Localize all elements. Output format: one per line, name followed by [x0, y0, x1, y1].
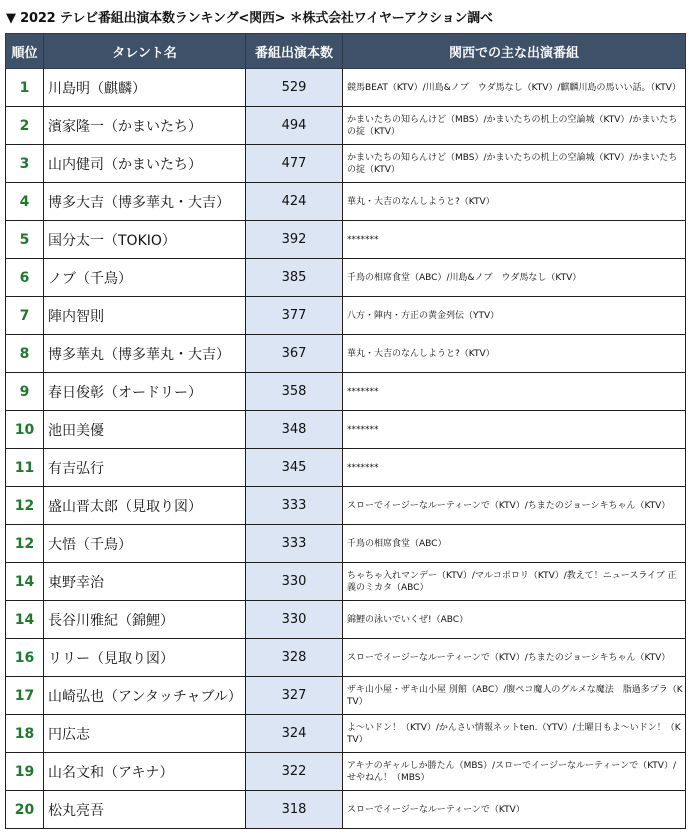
talent-name-cell: 池田美優: [44, 411, 246, 449]
rank-cell: 9: [6, 373, 44, 411]
table-row: [6, 145, 686, 183]
appearance-count-cell: 367: [246, 335, 343, 373]
talent-name-cell: 博多華丸（博多華丸・大吉）: [44, 335, 246, 373]
table-row: [6, 107, 686, 145]
table-row: [6, 715, 686, 753]
rank-cell: 12: [6, 525, 44, 563]
main-shows-cell: *******: [343, 221, 686, 259]
appearance-count-cell: 529: [246, 69, 343, 107]
rank-cell: 8: [6, 335, 44, 373]
appearance-count-cell: 324: [246, 715, 343, 753]
appearance-count-cell: 358: [246, 373, 343, 411]
appearance-count-cell: 330: [246, 601, 343, 639]
rank-cell: 14: [6, 601, 44, 639]
rank-cell: 11: [6, 449, 44, 487]
appearance-count-cell: 494: [246, 107, 343, 145]
talent-name-cell: 東野幸治: [44, 563, 246, 601]
appearance-count-cell: 385: [246, 259, 343, 297]
talent-name-cell: 山崎弘也（アンタッチャブル）: [44, 677, 246, 715]
main-shows-cell: *******: [343, 449, 686, 487]
appearance-count-cell: 477: [246, 145, 343, 183]
main-shows-cell: スローでイージーなルーティーンで（KTV）/ちまたのジョーシキちゃん（KTV）: [343, 487, 686, 525]
talent-name-cell: 松丸亮吾: [44, 791, 246, 829]
column-header-count: 番組出演本数: [246, 34, 343, 69]
talent-name-cell: ノブ（千鳥）: [44, 259, 246, 297]
table-row: [6, 563, 686, 601]
table-row: [6, 639, 686, 677]
main-shows-cell: 華丸・大吉のなんしようと?（KTV）: [343, 335, 686, 373]
table-row: [6, 601, 686, 639]
talent-name-cell: 川島明（麒麟）: [44, 69, 246, 107]
rank-cell: 7: [6, 297, 44, 335]
table-row: [6, 373, 686, 411]
table-body: [6, 69, 686, 829]
main-shows-cell: スローでイージーなルーティーンで（KTV）/ちまたのジョーシキちゃん（KTV）: [343, 639, 686, 677]
talent-name-cell: 濱家隆一（かまいたち）: [44, 107, 246, 145]
rank-cell: 12: [6, 487, 44, 525]
rank-cell: 14: [6, 563, 44, 601]
table-row: [6, 487, 686, 525]
rank-cell: 1: [6, 69, 44, 107]
appearance-count-cell: 333: [246, 487, 343, 525]
rank-cell: 17: [6, 677, 44, 715]
appearance-count-cell: 424: [246, 183, 343, 221]
column-header-talent: タレント名: [44, 34, 246, 69]
rank-cell: 5: [6, 221, 44, 259]
rank-cell: 18: [6, 715, 44, 753]
main-shows-cell: 千鳥の相席食堂（ABC）: [343, 525, 686, 563]
table-header-row: [6, 34, 686, 69]
appearance-count-cell: 392: [246, 221, 343, 259]
talent-name-cell: 有吉弘行: [44, 449, 246, 487]
table-row: [6, 677, 686, 715]
rank-cell: 19: [6, 753, 44, 791]
rank-cell: 2: [6, 107, 44, 145]
appearance-count-cell: 322: [246, 753, 343, 791]
table-row: [6, 221, 686, 259]
ranking-table: [5, 33, 686, 829]
main-shows-cell: 錦鯉の泳いでいくぜ!（ABC）: [343, 601, 686, 639]
appearance-count-cell: 377: [246, 297, 343, 335]
talent-name-cell: 春日俊彰（オードリー）: [44, 373, 246, 411]
appearance-count-cell: 327: [246, 677, 343, 715]
main-shows-cell: スローでイージーなルーティーンで（KTV）: [343, 791, 686, 829]
talent-name-cell: リリー（見取り図）: [44, 639, 246, 677]
main-shows-cell: 八方・陣内・方正の黄金列伝（YTV）: [343, 297, 686, 335]
rank-cell: 3: [6, 145, 44, 183]
appearance-count-cell: 348: [246, 411, 343, 449]
page-title: ▼ 2022 テレビ番組出演本数ランキング<関西> ＊株式会社ワイヤーアクション調べ: [6, 11, 493, 26]
table-row: [6, 259, 686, 297]
talent-name-cell: 円広志: [44, 715, 246, 753]
table-row: [6, 791, 686, 829]
main-shows-cell: 華丸・大吉のなんしようと?（KTV）: [343, 183, 686, 221]
table-row: [6, 335, 686, 373]
appearance-count-cell: 330: [246, 563, 343, 601]
main-shows-cell: かまいたちの知らんけど（MBS）/かまいたちの机上の空論城（KTV）/かまいたちの掟（KTV）: [343, 107, 686, 145]
talent-name-cell: 山内健司（かまいたち）: [44, 145, 246, 183]
talent-name-cell: 大悟（千鳥）: [44, 525, 246, 563]
talent-name-cell: 国分太一（TOKIO）: [44, 221, 246, 259]
rank-cell: 4: [6, 183, 44, 221]
rank-cell: 6: [6, 259, 44, 297]
rank-cell: 20: [6, 791, 44, 829]
main-shows-cell: 千鳥の相席食堂（ABC）/川島&ノブ ウダ馬なし（KTV）: [343, 259, 686, 297]
talent-name-cell: 博多大吉（博多華丸・大吉）: [44, 183, 246, 221]
column-header-shows: 関西での主な出演番組: [343, 34, 686, 69]
table-row: [6, 183, 686, 221]
main-shows-cell: ちゃちゃ入れマンデー（KTV）/マルコポロリ（KTV）/教えて！ニュースライブ 正義のミカタ（ABC）: [343, 563, 686, 601]
table-row: [6, 411, 686, 449]
appearance-count-cell: 328: [246, 639, 343, 677]
rank-cell: 16: [6, 639, 44, 677]
appearance-count-cell: 345: [246, 449, 343, 487]
talent-name-cell: 陣内智則: [44, 297, 246, 335]
appearance-count-cell: 333: [246, 525, 343, 563]
table-row: [6, 297, 686, 335]
appearance-count-cell: 318: [246, 791, 343, 829]
main-shows-cell: かまいたちの知らんけど（MBS）/かまいたちの机上の空論城（KTV）/かまいたちの掟（KTV）: [343, 145, 686, 183]
main-shows-cell: *******: [343, 373, 686, 411]
talent-name-cell: 長谷川雅紀（錦鯉）: [44, 601, 246, 639]
main-shows-cell: アキナのギャルしか勝たん（MBS）/スローでイージーなルーティーンで（KTV）/せやねん！（MBS）: [343, 753, 686, 791]
talent-name-cell: 盛山晋太郎（見取り図）: [44, 487, 246, 525]
main-shows-cell: 競馬BEAT（KTV）/川島&ノブ ウダ馬なし（KTV）/麒麟川島の馬いい話。（KTV）: [343, 69, 686, 107]
table-row: [6, 449, 686, 487]
main-shows-cell: よ～いドン！（KTV）/かんさい情報ネットten.（YTV）/土曜日もよ～いドン！（KTV）: [343, 715, 686, 753]
talent-name-cell: 山名文和（アキナ）: [44, 753, 246, 791]
table-row: [6, 69, 686, 107]
main-shows-cell: ザキ山小屋・ザキ山小屋 別館（ABC）/腹ペコ魔人のグルメな魔法 脂過多プラ（KTV）: [343, 677, 686, 715]
column-header-rank: 順位: [6, 34, 44, 69]
main-shows-cell: *******: [343, 411, 686, 449]
table-row: [6, 753, 686, 791]
rank-cell: 10: [6, 411, 44, 449]
table-row: [6, 525, 686, 563]
